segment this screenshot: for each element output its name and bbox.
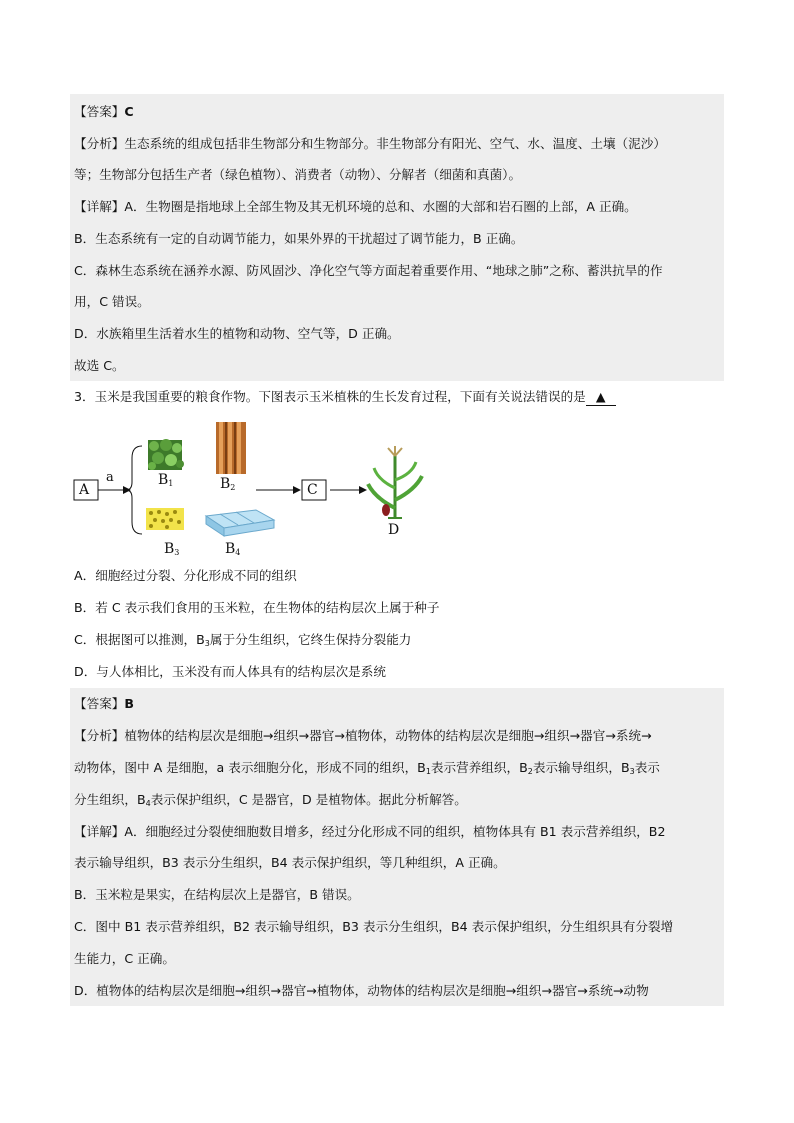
prev-detail-c2: 用，C 错误。 [74,294,150,309]
prev-detail-c1: C．森林生态系统在涵养水源、防风固沙、净化空气等方面起着重要作用、“地球之肺”之称、蓄洪抗旱的作 [74,263,663,278]
label-b1: $B_1$ [158,472,174,488]
corn-growth-diagram [70,418,430,568]
branch-brace [126,446,142,534]
option-b: B．若 C 表示我们食用的玉米粒，在生物体的结构层次上属于种子 [74,600,440,615]
label-b2: $B_2$ [220,476,236,492]
answer3-detail-a2: 表示输导组织，B3 表示分生组织，B4 表示保护组织，等几种组织，A 正确。 [74,855,506,870]
b2-conducting-tissue-image [216,422,246,474]
prev-conclusion: 故选 C。 [74,358,125,373]
prev-detail-a: 【详解】A．生物圈是指地球上全部生物及其无机环境的总和、水圈的大部和岩石圈的上部，A 正确。 [74,199,637,214]
answer3-analysis-line2: 动物体，图中 A 是细胞，a 表示细胞分化，形成不同的组织，$B_1$表示营养组织，$B_2$表示输导组织，$B_3$表示 [74,760,660,776]
answer3-detail-c1: C．图中 B1 表示营养组织，B2 表示输导组织，B3 表示分生组织，B4 表示保护组织，分生组织具有分裂增 [74,919,674,934]
answer3-detail-a1: 【详解】A．细胞经过分裂使细胞数目增多，经过分化形成不同的组织，植物体具有 B1 表示营养组织，B2 [74,824,666,839]
answer3-detail-c2: 生能力，C 正确。 [74,951,175,966]
question3-stem: 3．玉米是我国重要的粮食作物。下图表示玉米植株的生长发育过程，下面有关说法错误的是 ▲ [74,389,726,406]
label-b4: $B_4$ [225,541,241,557]
b3-meristematic-tissue-image [146,508,184,530]
prev-detail-b: B．生态系统有一定的自动调节能力，如果外界的干扰超过了调节能力，B 正确。 [74,231,524,246]
label-c: C [307,482,318,498]
label-arrow-a: a [106,470,114,485]
label-a: A [79,482,90,498]
diagram-svg [70,418,430,568]
label-b3: $B_3$ [164,541,180,557]
answer3-detail-d: D．植物体的结构层次是细胞→组织→器官→植物体，动物体的结构层次是细胞→组织→器官→系统→动物 [74,983,649,998]
b4-protective-tissue-image [206,510,274,536]
b1-nutritive-tissue-image [148,439,184,470]
answer3-detail-b: B．玉米粒是果实，在结构层次上是器官，B 错误。 [74,887,360,902]
option-c: C．根据图可以推测，$B_3$属于分生组织，它终生保持分裂能力 [74,632,412,648]
answer3-line: 【答案】B [74,696,134,711]
prev-analysis-line2: 等；生物部分包括生产者（绿色植物）、消费者（动物）、分解者（细菌和真菌）。 [74,167,522,182]
label-d: D [388,522,400,538]
prev-answer-line: 【答案】C [74,104,134,119]
prev-analysis-line1: 【分析】生态系统的组成包括非生物部分和生物部分。非生物部分有阳光、空气、水、温度、土壤（泥沙） [74,136,666,151]
answer-blank: ▲ [586,389,616,406]
answer3-analysis-line1: 【分析】植物体的结构层次是细胞→组织→器官→植物体，动物体的结构层次是细胞→组织→器官→系统→ [74,728,652,743]
answer3-analysis-line3: 分生组织，$B_4$表示保护组织，C 是器官，D 是植物体。据此分析解答。 [74,792,467,808]
option-d: D．与人体相比，玉米没有而人体具有的结构层次是系统 [74,664,386,679]
corn-plant-image [368,446,422,518]
prev-detail-d: D．水族箱里生活着水生的植物和动物、空气等，D 正确。 [74,326,400,341]
option-a: A．细胞经过分裂、分化形成不同的组织 [74,568,297,583]
